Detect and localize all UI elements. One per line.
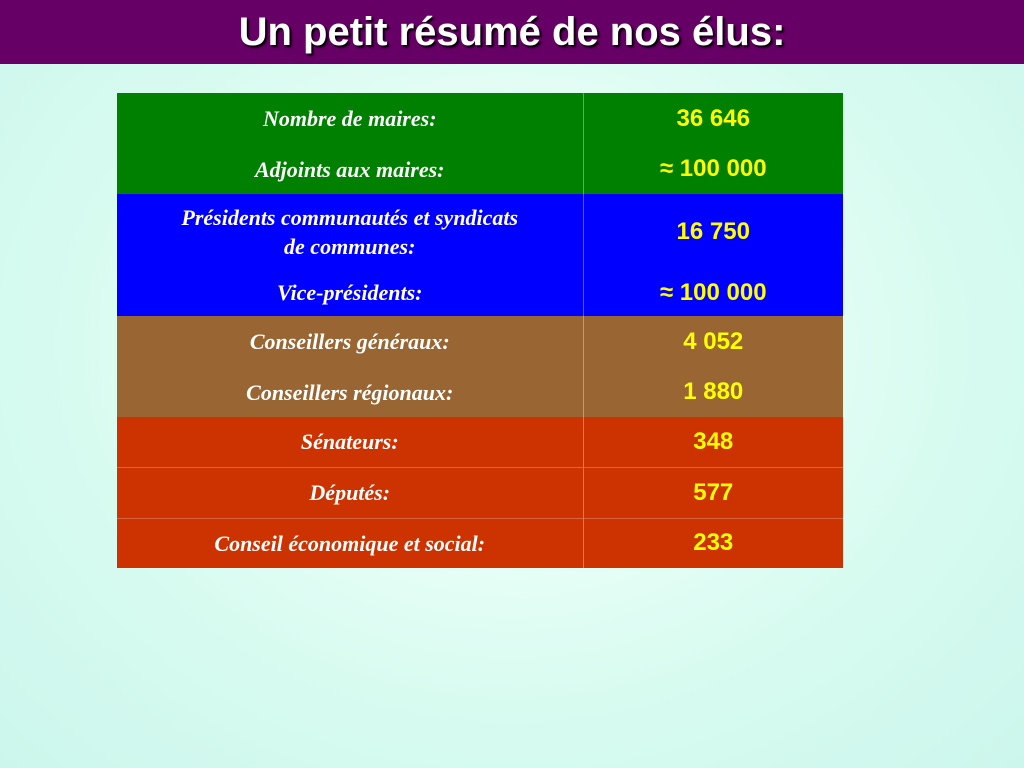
row-value: 36 646 [676, 104, 750, 132]
row-value: 348 [693, 427, 734, 455]
row-value: 4 052 [683, 327, 744, 355]
row-label: Adjoints aux maires: [117, 144, 583, 194]
row-label: Vice-présidents: [117, 269, 583, 316]
table-row-conseillers-generaux [117, 316, 843, 367]
elected-officials-table [117, 93, 843, 568]
row-value: ≈ 100 000 [659, 278, 767, 306]
row-value: 233 [583, 518, 843, 568]
table-row-conseillers-regionaux [117, 367, 843, 417]
title-bar [0, 0, 1024, 64]
row-value: 577 [583, 467, 843, 518]
row-label: Sénateurs: [117, 417, 583, 467]
table-row-maires [117, 93, 843, 144]
table-row-conseil-economique [117, 518, 843, 568]
row-label: Présidents communautés et syndicats de communes: [117, 194, 583, 269]
table-row-senateurs [117, 417, 843, 467]
table-row-deputes [117, 467, 843, 518]
row-value: 1 880 [683, 378, 744, 405]
row-label: Nombre de maires: [117, 93, 583, 144]
row-value: 16 750 [676, 217, 750, 245]
page-title: Un petit résumé de nos élus: [238, 9, 786, 54]
row-label: Conseillers généraux: [117, 316, 583, 367]
table-row-presidents [117, 194, 843, 269]
table-row-adjoints [117, 144, 843, 194]
row-label: Conseillers régionaux: [117, 367, 583, 417]
row-value: ≈ 100 000 [659, 155, 767, 182]
table-row-vice-presidents [117, 269, 843, 316]
row-label: Députés: [117, 467, 583, 518]
row-label: Conseil économique et social: [117, 518, 583, 568]
